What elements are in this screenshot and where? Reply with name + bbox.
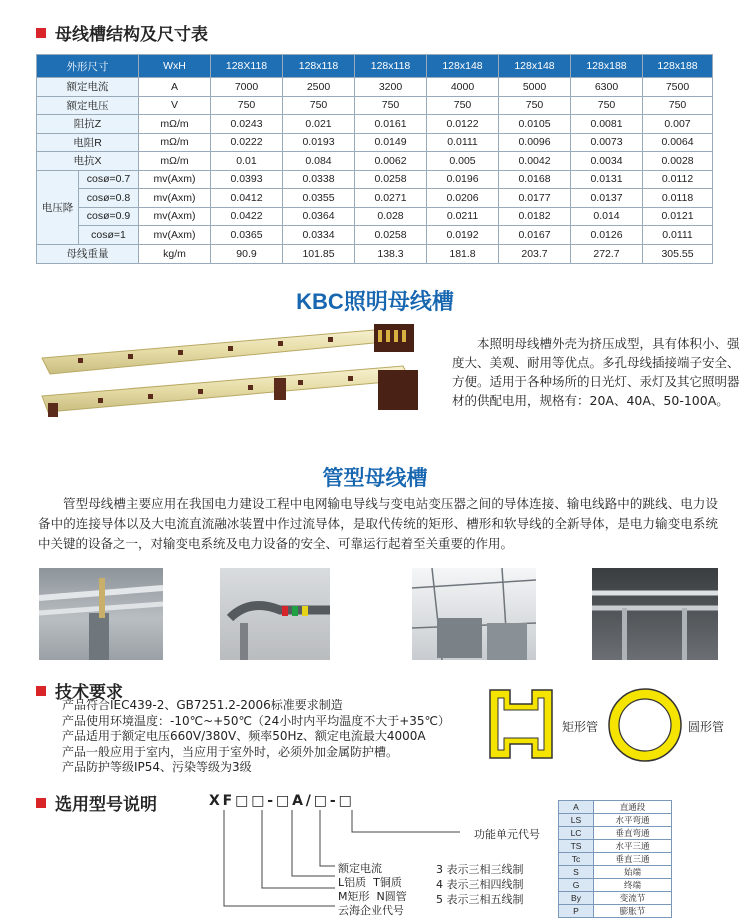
wire-line: 3 表示三相三线制	[436, 863, 524, 876]
kbc-busway-image	[38, 318, 438, 428]
table-cell: 0.0105	[499, 115, 571, 134]
func-unit-label: 功能单元代号	[474, 828, 540, 841]
code-name-cell: 水平三通	[594, 840, 672, 853]
table-cell: 0.007	[643, 115, 713, 134]
row-unit: A	[139, 78, 211, 97]
code-name-cell: 水平弯通	[594, 814, 672, 827]
section-heading-spec-table	[36, 20, 208, 45]
table-cell: 101.85	[283, 244, 355, 263]
table-row	[37, 226, 713, 245]
row-label: 电抗X	[37, 152, 139, 171]
table-cell: 0.0062	[355, 152, 427, 171]
table-cell: 7000	[211, 78, 283, 97]
table-cell: 0.0121	[643, 207, 713, 226]
tech-line: 产品使用环境温度：-10℃~+50℃（24小时内平均温度不大于+35℃）	[62, 713, 451, 728]
table-row	[37, 96, 713, 115]
row-unit: mv(Axm)	[139, 170, 211, 189]
code-cell: G	[559, 879, 594, 892]
red-square-icon	[36, 798, 46, 808]
code-name-cell: 膨胀节	[594, 905, 672, 918]
table-cell: 7500	[643, 78, 713, 97]
header-cell: WxH	[139, 55, 211, 78]
table-row	[37, 189, 713, 208]
table-cell: 3200	[355, 78, 427, 97]
code-row	[559, 827, 672, 840]
model-code: X F □ □ - □ A / □ - □	[209, 793, 351, 809]
code-cell: LC	[559, 827, 594, 840]
table-cell: 0.0211	[427, 207, 499, 226]
header-cell: 128x148	[427, 55, 499, 78]
table-cell: 0.0243	[211, 115, 283, 134]
section-title: 母线槽结构及尺寸表	[55, 25, 208, 45]
table-cell: 4000	[427, 78, 499, 97]
row-unit: mΩ/m	[139, 115, 211, 134]
table-cell: 0.0196	[427, 170, 499, 189]
table-cell: 750	[355, 96, 427, 115]
code-row	[559, 905, 672, 918]
row-unit: V	[139, 96, 211, 115]
header-cell: 128x188	[571, 55, 643, 78]
header-cell: 外形尺寸	[37, 55, 139, 78]
code-name-cell: 始端	[594, 866, 672, 879]
table-cell: 0.01	[211, 152, 283, 171]
table-cell: 0.0167	[499, 226, 571, 245]
table-row	[37, 152, 713, 171]
table-cell: 0.0365	[211, 226, 283, 245]
table-header-row	[37, 55, 713, 78]
code-cell: A	[559, 801, 594, 814]
table-cell: 0.0355	[283, 189, 355, 208]
kbc-description: 本照明母线槽外壳为挤压成型，具有体积小、强度大、美观、耐用等优点。多孔母线插接端子安全、方便。适用于各种场所的日光灯、汞灯及其它照明器材的供配电用，规格有：20A、40A、50-100A。	[452, 336, 740, 408]
section-title: 技术要求	[55, 683, 123, 703]
row-unit: mΩ/m	[139, 152, 211, 171]
table-cell: 0.028	[355, 207, 427, 226]
table-cell: 0.0161	[355, 115, 427, 134]
table-cell: 0.0168	[499, 170, 571, 189]
header-cell: 128X118	[211, 55, 283, 78]
table-cell: 0.0042	[499, 152, 571, 171]
table-cell: 0.0422	[211, 207, 283, 226]
table-cell: 0.0073	[571, 133, 643, 152]
table-cell: 0.0182	[499, 207, 571, 226]
table-cell: 0.0338	[283, 170, 355, 189]
tube-photo-3	[412, 568, 536, 660]
code-name-cell: 直通段	[594, 801, 672, 814]
code-row	[559, 853, 672, 866]
table-cell: 0.0112	[643, 170, 713, 189]
row-label: 阻抗Z	[37, 115, 139, 134]
header-cell: 128x148	[499, 55, 571, 78]
tech-line: 产品防护等级IP54、污染等级为3级	[62, 760, 252, 774]
tube-photo-4	[592, 568, 718, 660]
tech-line: 产品符合IEC439-2、GB7251.2-2006标准要求制造	[62, 698, 343, 712]
table-cell: 750	[283, 96, 355, 115]
table-cell: 90.9	[211, 244, 283, 263]
company-label: 云海企业代号	[338, 904, 404, 917]
table-cell: 181.8	[427, 244, 499, 263]
table-cell: 0.0118	[643, 189, 713, 208]
table-cell: 6300	[571, 78, 643, 97]
table-cell: 750	[643, 96, 713, 115]
code-row	[559, 892, 672, 905]
table-cell: 0.0111	[643, 226, 713, 245]
table-cell: 2500	[283, 78, 355, 97]
code-row	[559, 801, 672, 814]
code-row	[559, 866, 672, 879]
table-cell: 0.0258	[355, 226, 427, 245]
table-cell: 750	[211, 96, 283, 115]
code-cell: By	[559, 892, 594, 905]
row-unit: mΩ/m	[139, 133, 211, 152]
code-cell: S	[559, 866, 594, 879]
row-label: 额定电压	[37, 96, 139, 115]
code-name-cell: 垂直弯通	[594, 827, 672, 840]
table-cell: 272.7	[571, 244, 643, 263]
material-label: L铝质 T铜质	[338, 876, 402, 889]
voltage-drop-group: 电压降	[37, 170, 79, 244]
row-unit: kg/m	[139, 244, 211, 263]
table-cell: 0.0334	[283, 226, 355, 245]
round-tube-icon	[606, 686, 684, 764]
table-cell: 0.0393	[211, 170, 283, 189]
table-cell: 0.0096	[499, 133, 571, 152]
code-cell: TS	[559, 840, 594, 853]
code-row	[559, 879, 672, 892]
table-cell: 0.0131	[571, 170, 643, 189]
current-label: 额定电流	[338, 862, 382, 875]
row-unit: mv(Axm)	[139, 207, 211, 226]
code-cell: Tc	[559, 853, 594, 866]
red-square-icon	[36, 686, 46, 696]
table-cell: 750	[571, 96, 643, 115]
table-cell: 0.0028	[643, 152, 713, 171]
table-cell: 0.084	[283, 152, 355, 171]
table-cell: 0.0034	[571, 152, 643, 171]
shape-label: M矩形 N圆管	[338, 890, 407, 903]
table-cell: 0.0364	[283, 207, 355, 226]
rect-tube-icon	[484, 686, 558, 762]
code-name-cell: 垂直三通	[594, 853, 672, 866]
header-cell: 128x188	[643, 55, 713, 78]
row-label: 电阻R	[37, 133, 139, 152]
row-label: 额定电流	[37, 78, 139, 97]
table-cell: 0.0206	[427, 189, 499, 208]
table-cell: 0.0122	[427, 115, 499, 134]
tech-list	[62, 698, 502, 776]
table-row	[37, 115, 713, 134]
kbc-title: KBC照明母线槽	[296, 289, 454, 314]
table-cell: 0.0064	[643, 133, 713, 152]
model-code-leader-lines	[210, 806, 460, 918]
tube-photo-2	[220, 568, 330, 660]
table-cell: 0.0081	[571, 115, 643, 134]
table-row	[37, 170, 713, 189]
code-row	[559, 814, 672, 827]
table-cell: 0.0258	[355, 170, 427, 189]
code-name-cell: 终端	[594, 879, 672, 892]
row-label: cosø=1	[79, 226, 139, 245]
code-row	[559, 840, 672, 853]
tube-photo-1	[39, 568, 163, 660]
row-label: cosø=0.7	[79, 170, 139, 189]
tech-line: 产品适用于额定电压660V/380V、频率50Hz、额定电流最大4000A	[62, 729, 426, 743]
table-cell: 0.014	[571, 207, 643, 226]
code-cell: P	[559, 905, 594, 918]
table-cell: 0.0137	[571, 189, 643, 208]
row-label: cosø=0.8	[79, 189, 139, 208]
table-cell: 750	[499, 96, 571, 115]
code-cell: LS	[559, 814, 594, 827]
table-cell: 0.0149	[355, 133, 427, 152]
function-code-table	[558, 800, 672, 918]
header-cell: 128x118	[283, 55, 355, 78]
tech-line: 产品一般应用于室内，当应用于室外时，必须外加金属防护槽。	[62, 744, 399, 759]
table-cell: 0.0222	[211, 133, 283, 152]
tube-title: 管型母线槽	[322, 467, 428, 490]
table-cell: 0.0177	[499, 189, 571, 208]
section-title: 选用型号说明	[55, 795, 157, 815]
table-cell: 0.0412	[211, 189, 283, 208]
table-cell: 0.0111	[427, 133, 499, 152]
spec-table	[36, 54, 713, 264]
table-cell: 0.0193	[283, 133, 355, 152]
row-label: 母线重量	[37, 244, 139, 263]
section-heading-model	[36, 790, 157, 815]
row-unit: mv(Axm)	[139, 226, 211, 245]
table-cell: 138.3	[355, 244, 427, 263]
table-cell: 0.0192	[427, 226, 499, 245]
table-row	[37, 78, 713, 97]
red-square-icon	[36, 28, 46, 38]
tube-description: 管型母线槽主要应用在我国电力建设工程中电网输电导线与变电站变压器之间的导体连接、输电线路中的跳线、电力设备中的连接导体以及大电流直流融冰装置中作过流导体，是取代传统的矩形、槽形和软导线的全新导体，是电力输变电系统中关键的设备之一，对输变电系统及电力设备的安全、可靠运行起着至关重要的作用。	[38, 496, 718, 551]
table-cell: 0.0271	[355, 189, 427, 208]
table-row	[37, 244, 713, 263]
header-cell: 128x118	[355, 55, 427, 78]
table-row	[37, 207, 713, 226]
wire-line: 5 表示三相五线制	[436, 893, 524, 906]
table-cell: 0.0126	[571, 226, 643, 245]
row-unit: mv(Axm)	[139, 189, 211, 208]
table-cell: 0.021	[283, 115, 355, 134]
table-cell: 203.7	[499, 244, 571, 263]
table-cell: 305.55	[643, 244, 713, 263]
table-cell: 0.005	[427, 152, 499, 171]
table-cell: 5000	[499, 78, 571, 97]
round-tube-label: 圆形管	[688, 720, 725, 734]
table-row	[37, 133, 713, 152]
code-name-cell: 变流节	[594, 892, 672, 905]
table-cell: 750	[427, 96, 499, 115]
wire-system-list	[436, 862, 524, 907]
wire-line: 4 表示三相四线制	[436, 878, 524, 891]
row-label: cosø=0.9	[79, 207, 139, 226]
rect-tube-label: 矩形管	[562, 720, 599, 734]
